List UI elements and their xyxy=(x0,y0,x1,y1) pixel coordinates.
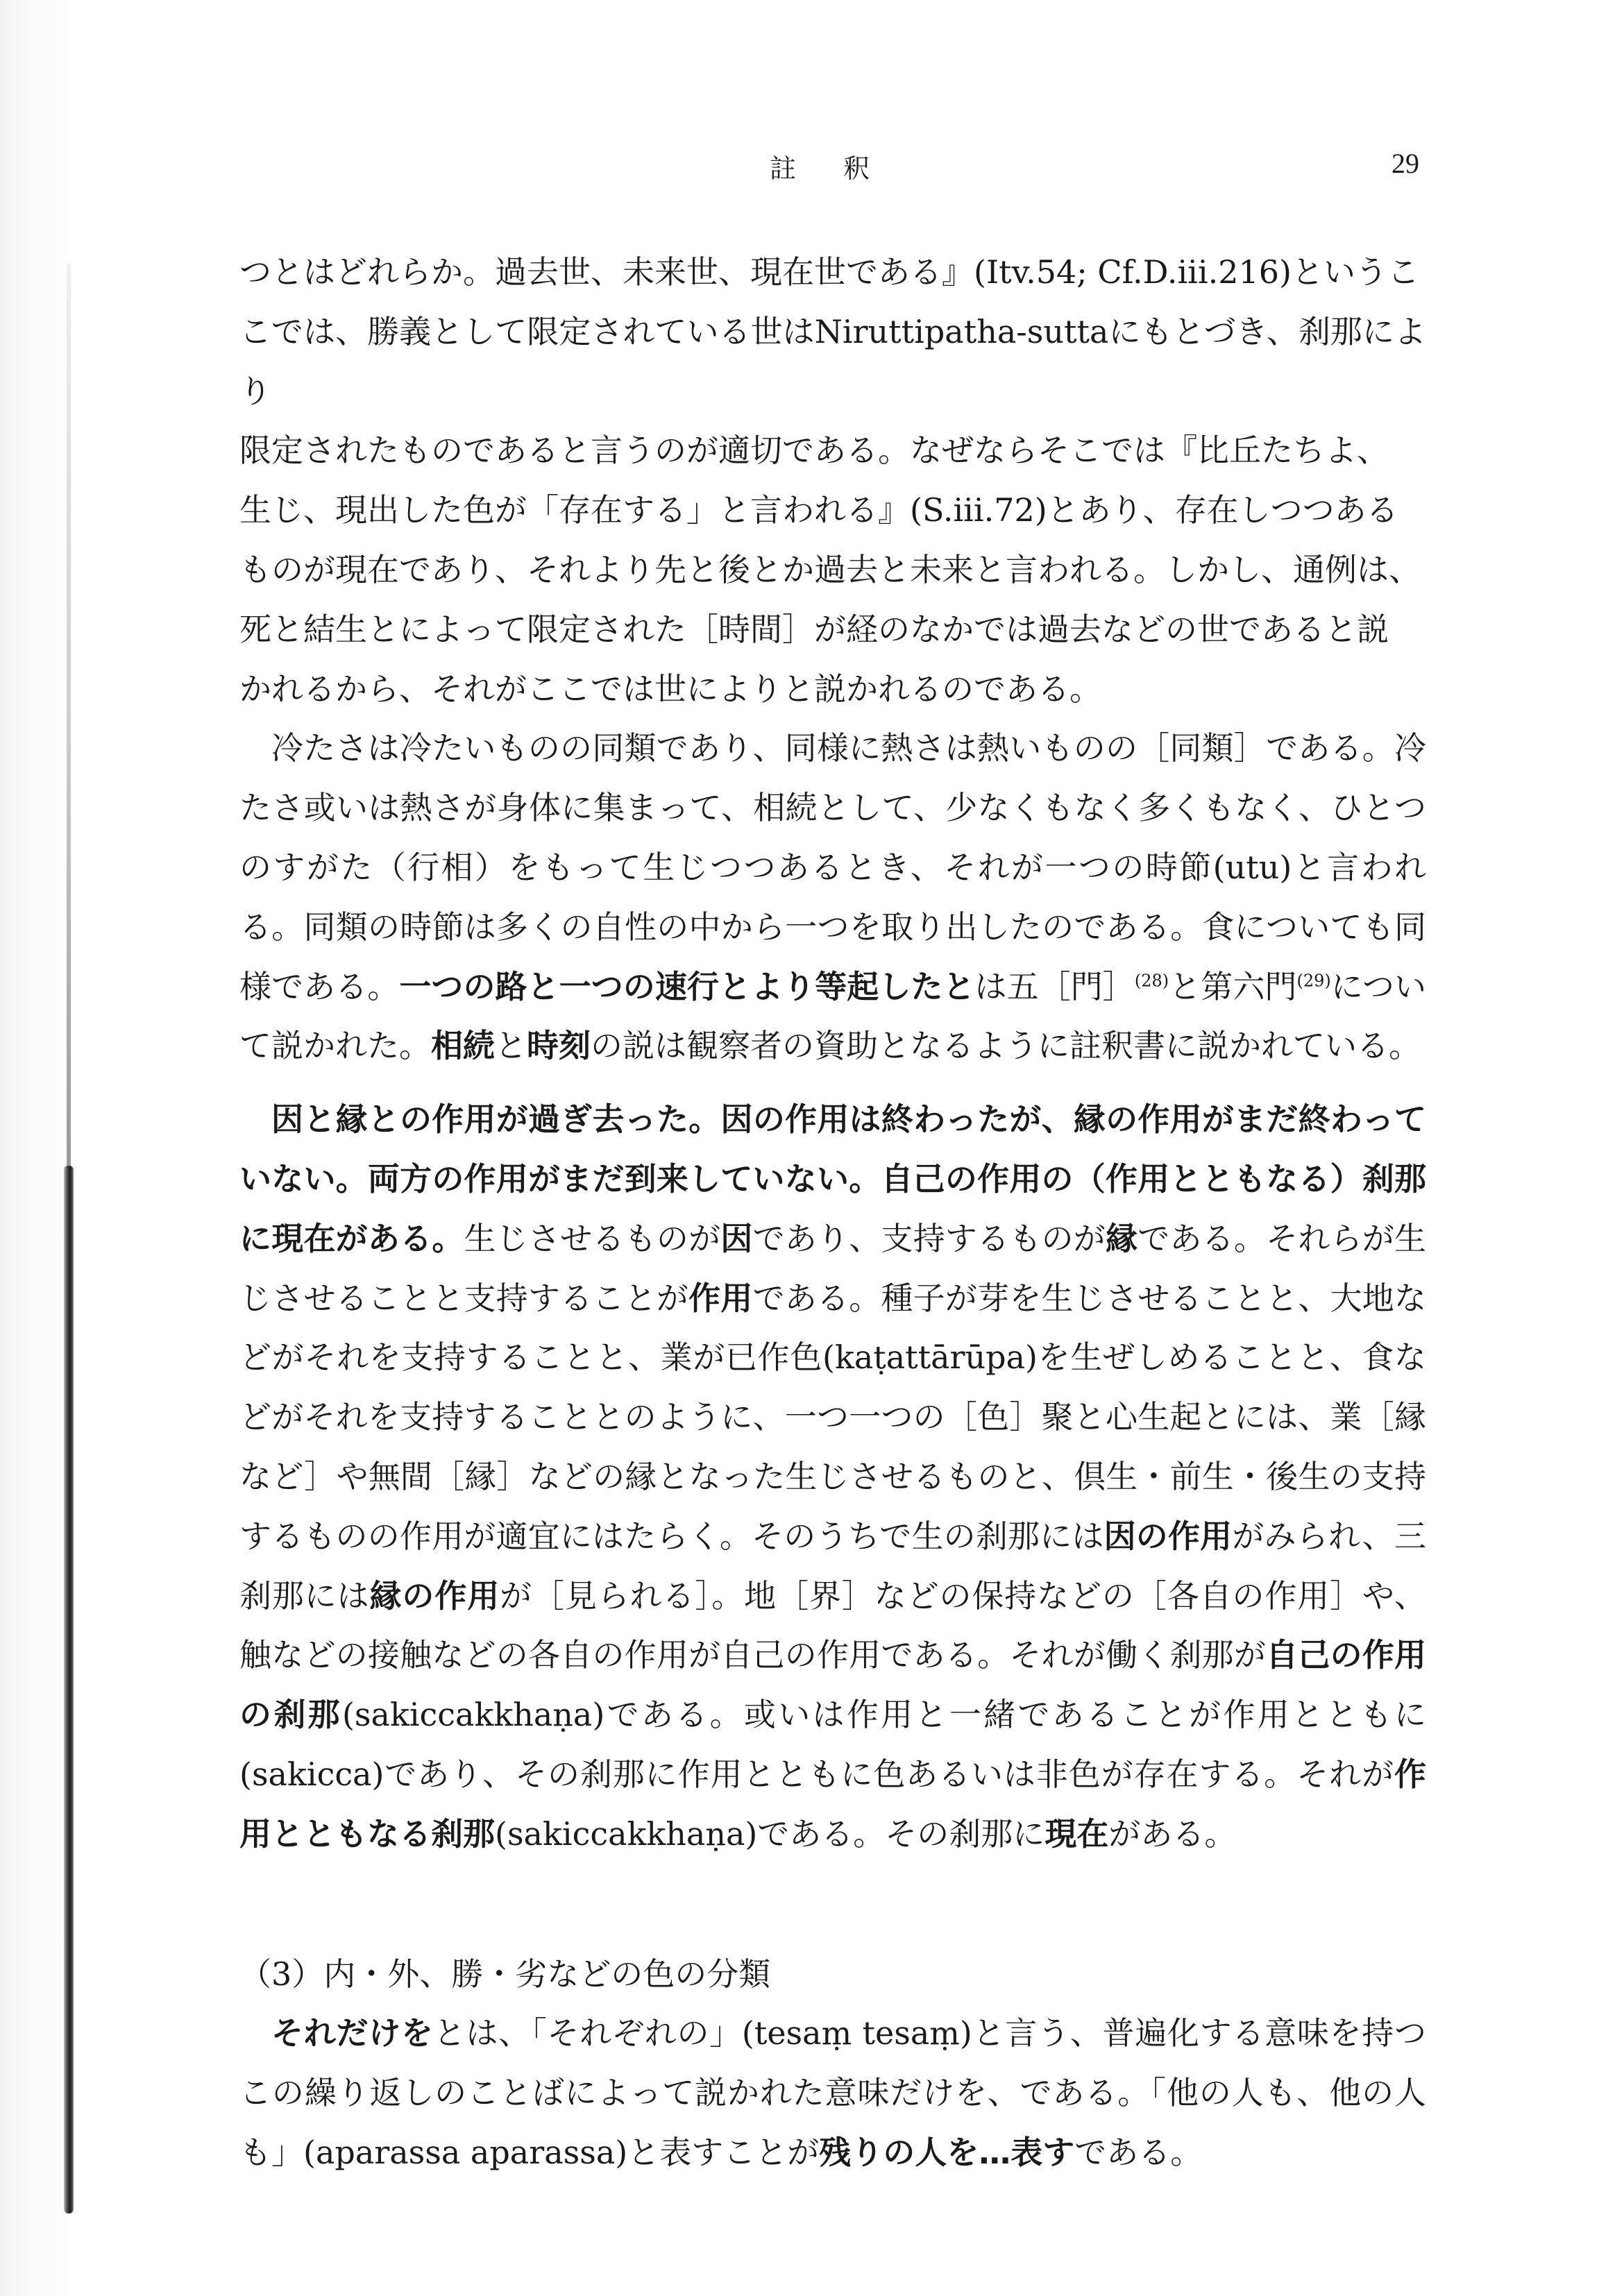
text-run: と xyxy=(495,1027,527,1065)
running-title: 註 釈 xyxy=(769,153,890,184)
text-line: ものが現在であり、それより先と後とか過去と未来と言われる。しかし、通例は、 xyxy=(239,550,1421,588)
text-run: (sakiccakkhaṇa)である。その刹那に xyxy=(495,1814,1045,1853)
footnote-ref-28[interactable]: (28) xyxy=(1134,971,1169,991)
page-number: 29 xyxy=(1392,148,1419,179)
text-run: であり、支持するものが xyxy=(752,1219,1106,1257)
footnote-ref-29[interactable]: (29) xyxy=(1296,971,1331,991)
bold-term: 相続 xyxy=(431,1027,495,1065)
text-run: である。それらが生じさせることと支持することが xyxy=(239,1219,1427,1317)
bold-term: 時刻 xyxy=(527,1027,591,1065)
book-binding-edge xyxy=(64,1166,74,2213)
bold-term: それだけを xyxy=(271,2014,434,2052)
paragraph-utu xyxy=(239,719,1426,1076)
text-line: かれるから、それがここでは世によりと説かれるのである。 xyxy=(239,670,1101,708)
text-line: 限定されたものであると言うのが適切である。なぜならそこでは『比丘たちよ、 xyxy=(239,432,1389,470)
bold-term: 残りの人を…表す xyxy=(819,2133,1075,2171)
bold-term: 因の作用 xyxy=(1103,1517,1233,1555)
text-run: がある。 xyxy=(1108,1814,1237,1853)
paragraph-continuation xyxy=(239,243,1426,719)
text-run: 生じさせるものが xyxy=(464,1219,721,1257)
bold-term: 因 xyxy=(720,1219,753,1257)
bold-term: 因と縁との作用が過ぎ去った。因の作用は終わったが、縁の作用がまだ終わっていない。両方の作用がまだ到来していない。自己の作用の（作用とともなる）刹那に現在がある。 xyxy=(239,1100,1426,1257)
text-run: の説は観察者の資助となるように註釈書に説かれている。 xyxy=(591,1027,1421,1065)
text-line: つとはどれらか。過去世、未来世、現在世である』(Itv.54; Cf.D.iii.216)というこ xyxy=(239,253,1419,291)
bold-term: 現在 xyxy=(1044,1814,1109,1853)
text-run: とは、「それぞれの」(tesaṃ tesaṃ)と言う、普遍化する意味を持つこの繰り返しのことばによって説かれた意味だけを、である。「他の人も、他の人も」(aparassa aparassa)と表すことが xyxy=(239,2014,1427,2171)
page-body xyxy=(239,243,1426,2183)
text-run: である。 xyxy=(1074,2133,1203,2171)
text-run: 冷たさは冷たいものの同類であり、同様に熱さは熱いものの［同類］である。冷たさ或いは熱さが身体に集まって、相続として、少なくもなく多くもなく、ひとつのすがた（行相）をもって生じつつあるとき、それが一つの時節(utu)と言われる。同類の時節は多くの自性の中から一つを取り出したのである。食についても同様である。 xyxy=(239,729,1426,1005)
text-run: がみられ、三刹那には xyxy=(239,1517,1426,1615)
text-line: こでは、勝義として限定されている世はNiruttipatha-suttaにもとづき、刹那により xyxy=(239,312,1426,410)
text-run: (sakiccakkhaṇa)である。或いは作用と一緒であることが作用とともに(sakicca)であり、その刹那に作用とともに色あるいは非色が存在する。それが xyxy=(239,1696,1427,1793)
text-run: が［見られる］。地［界］などの保持などの［各自の作用］や、触などの接触などの各自の作用が自己の作用である。それが働く刹那が xyxy=(239,1576,1426,1674)
bold-term: 作用 xyxy=(688,1279,753,1317)
section-heading: （3）内・外、勝・劣などの色の分類 xyxy=(239,1955,771,1993)
text-line: 生じ、現出した色が「存在する」と言われる』(S.iii.72)とあり、存在しつつある xyxy=(239,491,1398,529)
text-run: は五［門］ xyxy=(974,967,1135,1005)
text-run: である。種子が芽を生じさせることと、大地などがそれを支持することと、業が已作色(kaṭattārūpa)を生ぜしめることと、食などがそれを支持することとのように、一つ一つの［色］聚と心生起とには、業［縁など］や無間［縁］などの縁となった生じさせるものと、倶生・前生・後生の支持するものの作用が適宜にはたらく。そのうちで生の刹那には xyxy=(239,1279,1427,1555)
bold-term: 一つの路と一つの速行とより等起したと xyxy=(399,967,975,1005)
paragraph-tesam xyxy=(239,2004,1426,2182)
paragraph-sakicca xyxy=(239,1090,1426,1864)
bold-term: 自己の作用の刹那 xyxy=(239,1636,1427,1734)
binding-shadow xyxy=(67,264,71,1166)
bold-term: 縁 xyxy=(1106,1219,1138,1257)
bold-term: 縁の作用 xyxy=(369,1576,500,1615)
text-run: について説かれた。 xyxy=(239,967,1427,1065)
text-run: と第六門 xyxy=(1169,967,1297,1005)
page-header xyxy=(239,147,1419,189)
text-line: 死と結生とによって限定された［時間］が経のなかでは過去などの世であると説 xyxy=(239,610,1389,648)
bold-term: 作用とともなる刹那 xyxy=(239,1755,1426,1853)
